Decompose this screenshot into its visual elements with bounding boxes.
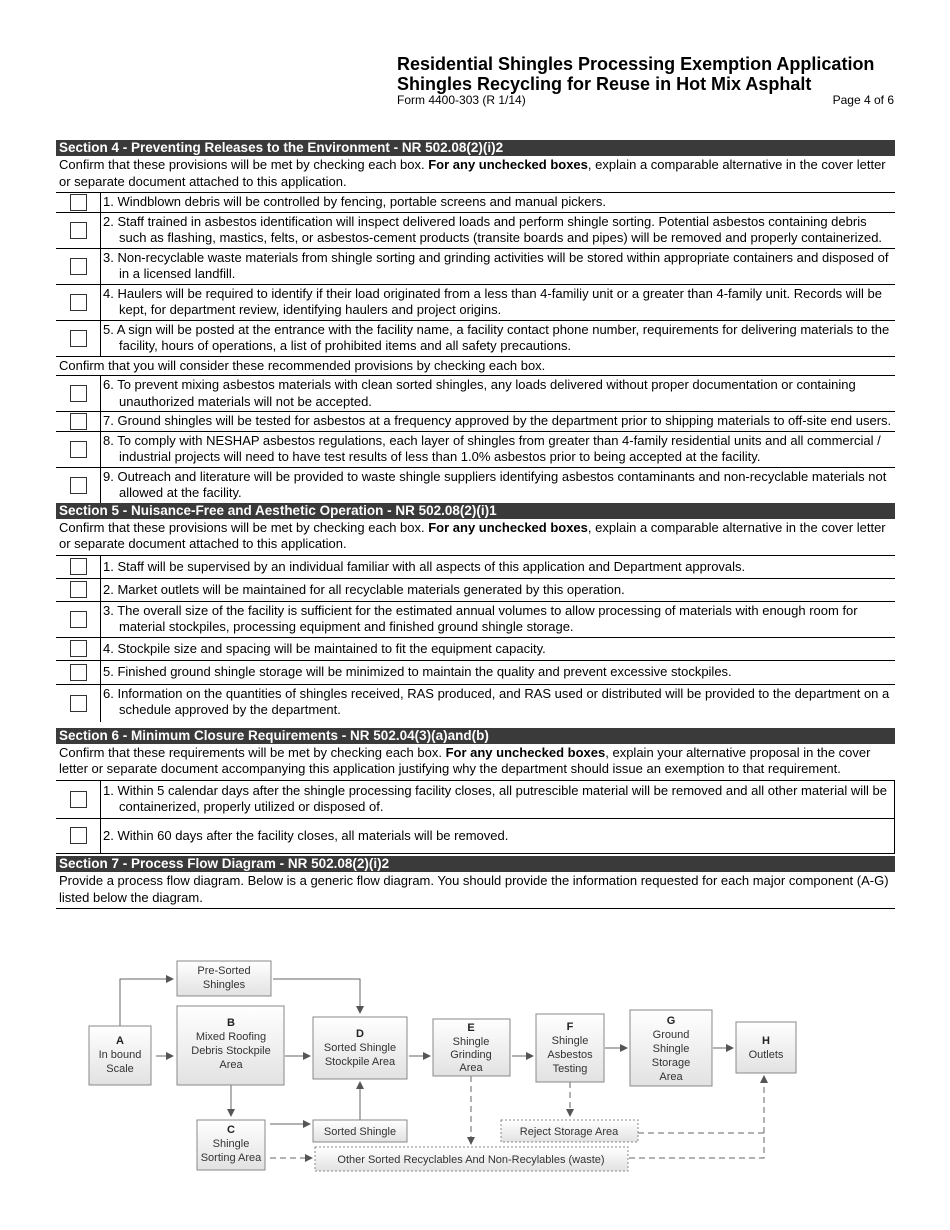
form-number: Form 4400-303 (R 1/14) <box>397 93 526 107</box>
svg-text:Shingle <box>213 1138 250 1150</box>
svg-text:Storage <box>652 1057 691 1069</box>
provision-text: 3. The overall size of the facility is sufficient for the estimated annual volumes to allow processing of materials with enough room for material stockpiles, processing equipment and finished ground shingle storage. <box>103 602 858 634</box>
svg-text:Reject Storage Area <box>520 1126 619 1138</box>
recommended-intro: Confirm that you will consider these recommended provisions by checking each box. <box>56 356 895 376</box>
provision-text: 5. A sign will be posted at the entrance with the facility name, a facility contact phone number, requirements for delivering materials to the facility, hours of operations, a list of prohibited items and all safety precautions. <box>103 321 890 353</box>
svg-text:Shingle <box>453 1036 490 1048</box>
svg-text:Sorted Shingle <box>324 1126 396 1138</box>
node-a-letter: A <box>116 1035 124 1047</box>
checkbox[interactable] <box>70 385 87 402</box>
checklist-row <box>56 411 895 431</box>
checkbox[interactable] <box>70 330 87 347</box>
checklist-row <box>56 192 895 212</box>
node-f-line: Testing <box>552 1063 588 1075</box>
intro-text: , explain a comparable alternative in the cover letter or separate document attached to this application. <box>59 519 886 551</box>
checklist-row <box>56 578 895 601</box>
svg-text:Area <box>219 1059 243 1071</box>
node-c-letter: C <box>227 1124 235 1136</box>
svg-text:Area <box>659 1071 683 1083</box>
svg-text:F <box>567 1021 574 1033</box>
svg-text:Other Sorted Recyclables And N <box>337 1154 604 1166</box>
checklist-row <box>56 375 895 411</box>
provision-text: 4. Haulers will be required to identify if their load originated from a less than 4-familiy unit or a greater than 4-family unit. Records will be kept, for department review, identifying haulers and project origins. <box>103 285 882 317</box>
svg-text:Shingle <box>552 1035 589 1047</box>
section6-intro <box>56 744 895 780</box>
node-g-letter: G <box>666 1015 676 1027</box>
svg-text:Debris Stockpile <box>191 1045 270 1057</box>
node-f-line: Asbestos <box>547 1049 593 1061</box>
node-h-line: Outlets <box>748 1049 784 1061</box>
svg-text:A <box>116 1035 124 1047</box>
intro-text: Confirm that these provisions will be met by checking each box. <box>59 157 429 172</box>
checkbox[interactable] <box>70 441 87 458</box>
checkbox[interactable] <box>70 477 87 494</box>
svg-text:Shingle <box>653 1043 690 1055</box>
checkbox[interactable] <box>70 222 87 239</box>
svg-text:Sorting Area <box>201 1152 262 1164</box>
checklist-row <box>56 212 895 248</box>
node-h-letter: H <box>762 1035 770 1047</box>
svg-text:Asbestos <box>547 1049 593 1061</box>
intro-bold: For any unchecked boxes <box>428 519 588 535</box>
node-presorted-label: Pre-Sorted Shingles <box>197 965 251 991</box>
node-d-letter: D <box>356 1028 364 1040</box>
svg-text:Area <box>459 1062 483 1074</box>
node-c-line: Shingle <box>212 1138 250 1150</box>
checkbox[interactable] <box>70 581 87 598</box>
checkbox[interactable] <box>70 258 87 275</box>
checkbox[interactable] <box>70 194 87 211</box>
node-h <box>736 1022 796 1073</box>
checkbox[interactable] <box>70 413 87 430</box>
diagram-reject-connectors <box>270 1076 764 1158</box>
provision-text: 6. To prevent mixing asbestos materials with clean sorted shingles, any loads delivered without proper documentation or containing unauthorized materials will not be accepted. <box>103 377 856 409</box>
node-e-letter: E <box>467 1022 475 1034</box>
node-f <box>536 1014 604 1082</box>
checklist-row <box>56 637 895 661</box>
node-e <box>433 1019 510 1076</box>
svg-text:Stockpile Area <box>325 1056 396 1068</box>
node-e-line: Area <box>459 1062 483 1074</box>
form-content <box>56 140 895 909</box>
node-a-line: Scale <box>106 1063 134 1075</box>
provision-text: 1. Windblown debris will be controlled by fencing, portable screens and manual pickers. <box>103 194 606 209</box>
svg-text:Outlets <box>749 1049 784 1061</box>
svg-text:Testing <box>553 1063 588 1075</box>
provision-text: 6. Information on the quantities of shingles received, RAS produced, and RAS used or distributed will be provided to the department on a schedule approved by the department. <box>103 685 890 717</box>
node-sorted-shingle <box>313 1120 407 1142</box>
form-title-line1: Residential Shingles Processing Exemption Application <box>397 54 875 74</box>
provision-text: 4. Stockpile size and spacing will be maintained to fit the equipment capacity. <box>103 640 546 656</box>
intro-text: Confirm that these requirements will be met by checking each box. <box>59 744 446 760</box>
section5-intro <box>56 519 895 555</box>
node-e-line: Grinding <box>450 1049 492 1061</box>
node-e-line: Shingle <box>452 1036 490 1048</box>
checklist-row <box>56 601 895 637</box>
svg-text:Sorted Shingle <box>324 1042 396 1054</box>
node-reject-storage <box>501 1120 638 1142</box>
svg-text:Scale <box>106 1063 134 1075</box>
intro-bold: For any unchecked boxes <box>445 744 606 760</box>
provision-text: 1. Staff will be supervised by an individual familiar with all aspects of this application and Department approvals. <box>103 558 746 574</box>
node-g-line: Shingle <box>652 1043 690 1055</box>
node-b-line: Area <box>219 1059 243 1071</box>
provision-text: 2. Within 60 days after the facility closes, all materials will be removed. <box>103 827 509 843</box>
node-b <box>177 1006 284 1085</box>
svg-text:Mixed Roofing <box>196 1031 266 1043</box>
checklist-row <box>56 248 895 284</box>
node-c <box>197 1120 265 1170</box>
intro-text: Confirm that these provisions will be met by checking each box. <box>59 519 429 535</box>
node-d <box>313 1017 407 1079</box>
node-other-recyclables <box>315 1147 628 1171</box>
provision-text: 8. To comply with NESHAP asbestos regulations, each layer of shingles from greater than 4-family residential units and all commercial / industrial projects will need to have test results of less than 1.0% asbestos prior to being accepted at the facility. <box>103 432 881 464</box>
checklist-row <box>56 284 895 320</box>
section4-title: Section 4 - Preventing Releases to the Environment - NR 502.08(2)(i)2 <box>56 140 895 156</box>
checklist-row <box>56 660 895 684</box>
svg-text:Ground <box>653 1029 690 1041</box>
checkbox[interactable] <box>70 695 87 712</box>
node-g-line: Area <box>659 1071 683 1083</box>
intro-text: , explain your alternative proposal in the cover letter or separate document accompanying this application justifying why the department should issue an exemption to that requirement. <box>59 744 871 776</box>
intro-bold: For any unchecked boxes <box>428 157 588 172</box>
node-b-line: Mixed Roofing <box>195 1031 267 1043</box>
checkbox[interactable] <box>70 558 87 575</box>
node-a <box>89 1026 151 1085</box>
checklist-row <box>56 818 895 855</box>
node-presorted <box>177 961 271 996</box>
provision-text: 3. Non-recyclable waste materials from shingle sorting and grinding activities will be stored within appropriate containers and disposed of in a licensed landfill. <box>103 249 889 281</box>
section7-title: Section 7 - Process Flow Diagram - NR 502.08(2)(i)2 <box>56 856 895 872</box>
node-other-recyclables-label: Other Sorted Recyclables And Non-Recylables (waste) <box>337 1154 605 1166</box>
provision-text: 2. Market outlets will be maintained for all recyclable materials generated by this operation. <box>103 582 625 597</box>
node-d-line: Sorted Shingle <box>323 1042 397 1054</box>
svg-text:Grinding <box>450 1049 492 1061</box>
form-title-line2: Shingles Recycling for Reuse in Hot Mix Asphalt <box>397 74 812 94</box>
checklist-row <box>56 431 895 467</box>
section7-intro: Provide a process flow diagram. Below is a generic flow diagram. You should provide the information requested for each major component (A-G) listed below the diagram. <box>56 872 895 909</box>
node-a-line: In bound <box>98 1049 142 1061</box>
svg-text:B <box>227 1017 235 1029</box>
process-flow-diagram <box>56 958 895 1178</box>
node-d-line: Stockpile Area <box>324 1056 396 1068</box>
checklist-row <box>56 780 895 818</box>
node-g-line: Storage <box>651 1057 691 1069</box>
checkbox[interactable] <box>70 294 87 311</box>
node-reject-storage-label: Reject Storage Area <box>519 1126 619 1138</box>
node-f-letter: F <box>566 1021 574 1033</box>
svg-text:In bound <box>99 1049 142 1061</box>
provision-text: 1. Within 5 calendar days after the shingle processing facility closes, all putrescible material will be removed and all other material will be containerized, properly utilized or disposed of. <box>103 782 887 814</box>
checkbox[interactable] <box>70 827 87 844</box>
node-sorted-shingle-label: Sorted Shingle <box>323 1126 397 1138</box>
node-b-letter: B <box>227 1017 235 1029</box>
provision-text: 2. Staff trained in asbestos identification will inspect delivered loads and perform shingle sorting. Potential asbestos containing debris such as flashing, mastics, felts, or asbestos-cement products (transite boards and pipes) will be removed and properly containerized. <box>103 213 883 245</box>
svg-text:G <box>667 1015 676 1027</box>
provision-text: 9. Outreach and literature will be provided to waste shingle suppliers identifying asbestos contaminants and non-recyclable materials not allowed at the facility. <box>103 468 887 500</box>
checkbox[interactable] <box>70 611 87 628</box>
section5-title: Section 5 - Nuisance-Free and Aesthetic Operation - NR 502.08(2)(i)1 <box>56 503 895 519</box>
checklist-row <box>56 555 895 579</box>
svg-text:C <box>227 1124 235 1136</box>
node-f-line: Shingle <box>551 1035 589 1047</box>
page-number: Page 4 of 6 <box>832 93 894 107</box>
node-c-line: Sorting Area <box>200 1152 262 1164</box>
checkbox[interactable] <box>70 640 87 657</box>
svg-text:E <box>467 1022 474 1034</box>
node-b-line: Debris Stockpile <box>191 1045 271 1057</box>
section6-title: Section 6 - Minimum Closure Requirements - NR 502.04(3)(a)and(b) <box>56 728 895 744</box>
section4-intro <box>56 156 895 192</box>
svg-text:H <box>762 1035 770 1047</box>
node-g-line: Ground <box>652 1029 690 1041</box>
checkbox[interactable] <box>70 664 87 681</box>
checkbox[interactable] <box>70 791 87 808</box>
node-g <box>630 1010 712 1086</box>
provision-text: 5. Finished ground shingle storage will be minimized to maintain the quality and prevent excessive stockpiles. <box>103 664 732 679</box>
intro-text: , explain a comparable alternative in the cover letter or separate document attached to this application. <box>59 157 886 189</box>
checklist-row <box>56 320 895 356</box>
svg-text:D <box>356 1028 364 1040</box>
provision-text: 7. Ground shingles will be tested for asbestos at a frequency approved by the department prior to shipping materials to off-site end users. <box>103 413 892 428</box>
checklist-row <box>56 684 895 722</box>
checklist-row <box>56 467 895 503</box>
